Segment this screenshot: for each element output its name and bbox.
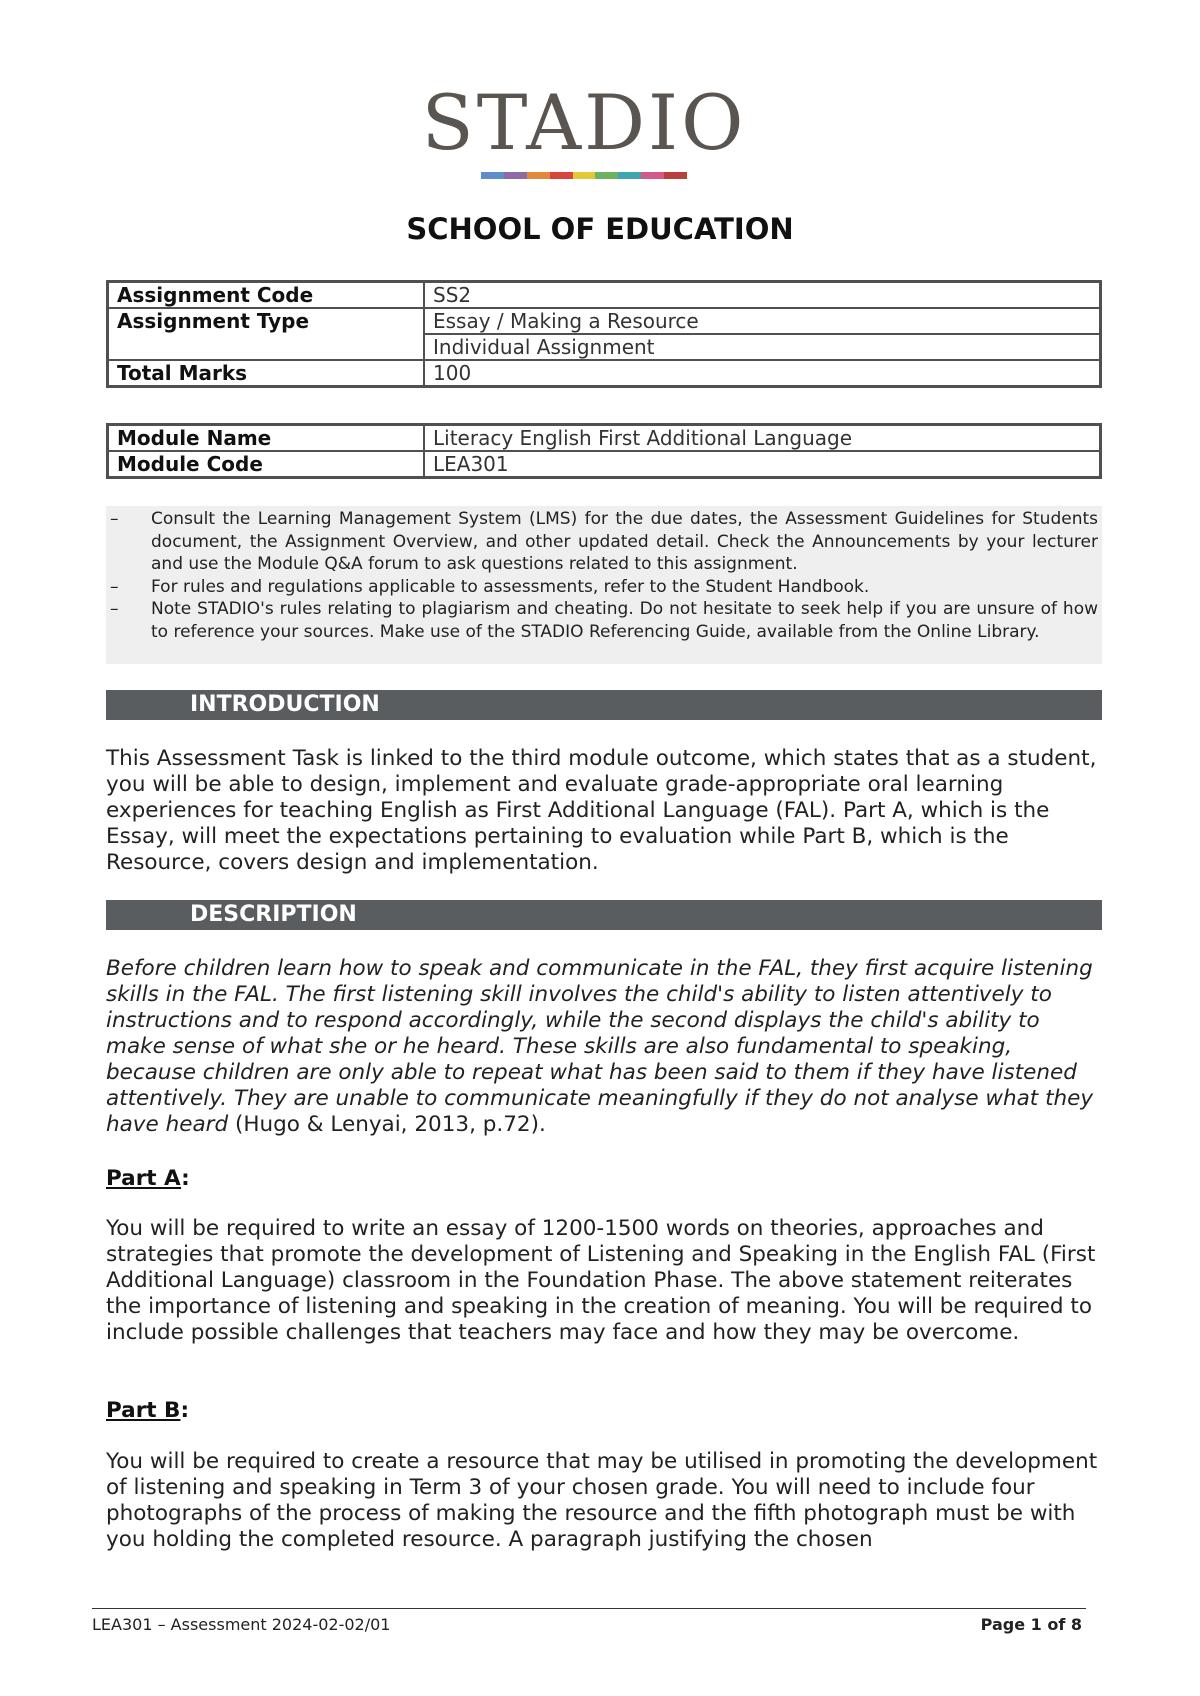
logo-stripe-segment (573, 172, 596, 179)
footer-page-number: Page 1 of 8 (980, 1615, 1082, 1634)
description-text (106, 956, 1106, 1138)
logo-stripe-segment (618, 172, 641, 179)
logo-stripe-segment (664, 172, 687, 179)
assignment-code-label: Assignment Code (108, 282, 425, 309)
introduction-heading: INTRODUCTION (106, 690, 1102, 720)
assignment-type-label: Assignment Type (108, 308, 425, 360)
total-marks-value: 100 (424, 360, 1101, 387)
table-row (108, 282, 1101, 309)
logo-wordmark: STADIO (421, 78, 747, 167)
module-name-value: Literacy English First Additional Language (424, 425, 1101, 452)
part-a-heading-label: Part A (106, 1166, 182, 1191)
module-code-value: LEA301 (424, 451, 1101, 478)
description-citation: (Hugo & Lenyai, 2013, p.72). (228, 1112, 546, 1137)
total-marks-label: Total Marks (108, 360, 425, 387)
description-heading: DESCRIPTION (106, 900, 1102, 930)
list-item (106, 598, 1098, 643)
logo-stripe-segment (550, 172, 573, 179)
part-b-heading-label: Part B (106, 1398, 181, 1423)
bullet-dash: – (110, 599, 119, 619)
bullet-dash: – (110, 509, 119, 529)
notice-text: For rules and regulations applicable to assessments, refer to the Student Handbook. (151, 576, 870, 597)
logo-stripe-segment (481, 172, 504, 179)
module-info-table (106, 423, 1102, 479)
bullet-dash: – (110, 576, 119, 597)
list-item (106, 576, 1098, 599)
logo-stripe-segment (595, 172, 618, 179)
assignment-type-value-1: Essay / Making a Resource (424, 308, 1101, 334)
logo-color-stripe (481, 172, 687, 179)
stadio-logo (408, 78, 760, 188)
assignment-type-value-2: Individual Assignment (424, 334, 1101, 360)
description-quote: Before children learn how to speak and communicate in the FAL, they first acquire listening skills in the FAL. The first listening skill involves the child's ability to listen attentively to instructions and to respond accordingly, while the second displays the child's ability to make sense of what she or he heard. These skills are also fundamental to speaking, because children are only able to repeat what has been said to them if they have listened attentively. They are unable to communicate meaningfully if they do not analyse what they have heard (106, 956, 1094, 1137)
table-row (108, 425, 1101, 452)
assignment-info-table (106, 280, 1102, 388)
part-b-text: You will be required to create a resource that may be utilised in promoting the development of listening and speaking in Term 3 of your chosen grade. You will need to include four photographs of the process of making the resource and the fifth photograph must be with you holding the completed resource. A paragraph justifying the chosen (106, 1449, 1098, 1552)
school-title: SCHOOL OF EDUCATION (406, 212, 794, 246)
assignment-code-value: SS2 (424, 282, 1101, 309)
footer-document-ref: LEA301 – Assessment 2024-02-02/01 (92, 1615, 391, 1634)
part-a-colon: : (181, 1166, 190, 1191)
part-b-heading (106, 1398, 189, 1423)
logo-stripe-segment (504, 172, 527, 179)
module-code-label: Module Code (108, 451, 425, 478)
notice-text: Consult the Learning Management System (LMS) for the due dates, the Assessment Guidelines for Students document, the Assignment Overview, and other updated detail. Check the Announcements by your lecturer and use the Module Q&A forum to ask questions related to this assignment. (151, 509, 1098, 574)
notice-text: Note STADIO's rules relating to plagiarism and cheating. Do not hesitate to seek help if you are unsure of how to reference your sources. Make use of the STADIO Referencing Guide, available from the Online Library. (151, 599, 1098, 642)
list-item (106, 508, 1098, 576)
table-row (108, 308, 1101, 334)
footer-divider (92, 1608, 1086, 1609)
table-row (108, 360, 1101, 387)
part-b-colon: : (180, 1398, 190, 1423)
module-name-label: Module Name (108, 425, 425, 452)
part-a-heading (106, 1166, 190, 1191)
part-a-text: You will be required to write an essay of 1200-1500 words on theories, approaches and strategies that promote the development of Listening and Speaking in the English FAL (First Additional Language) classroom in the Foundation Phase. The above statement reiterates the importance of listening and speaking in the creation of meaning. You will be required to include possible challenges that teachers may face and how they may be overcome. (106, 1216, 1096, 1345)
guidelines-notice-box (106, 506, 1102, 664)
logo-stripe-segment (641, 172, 664, 179)
logo-stripe-segment (527, 172, 550, 179)
introduction-text: This Assessment Task is linked to the third module outcome, which states that as a student, you will be able to design, implement and evaluate grade-appropriate oral learning experiences for teaching English as First Additional Language (FAL). Part A, which is the Essay, will meet the expectations pertaining to evaluation while Part B, which is the Resource, covers design and implementation. (106, 746, 1097, 875)
table-row (108, 451, 1101, 478)
